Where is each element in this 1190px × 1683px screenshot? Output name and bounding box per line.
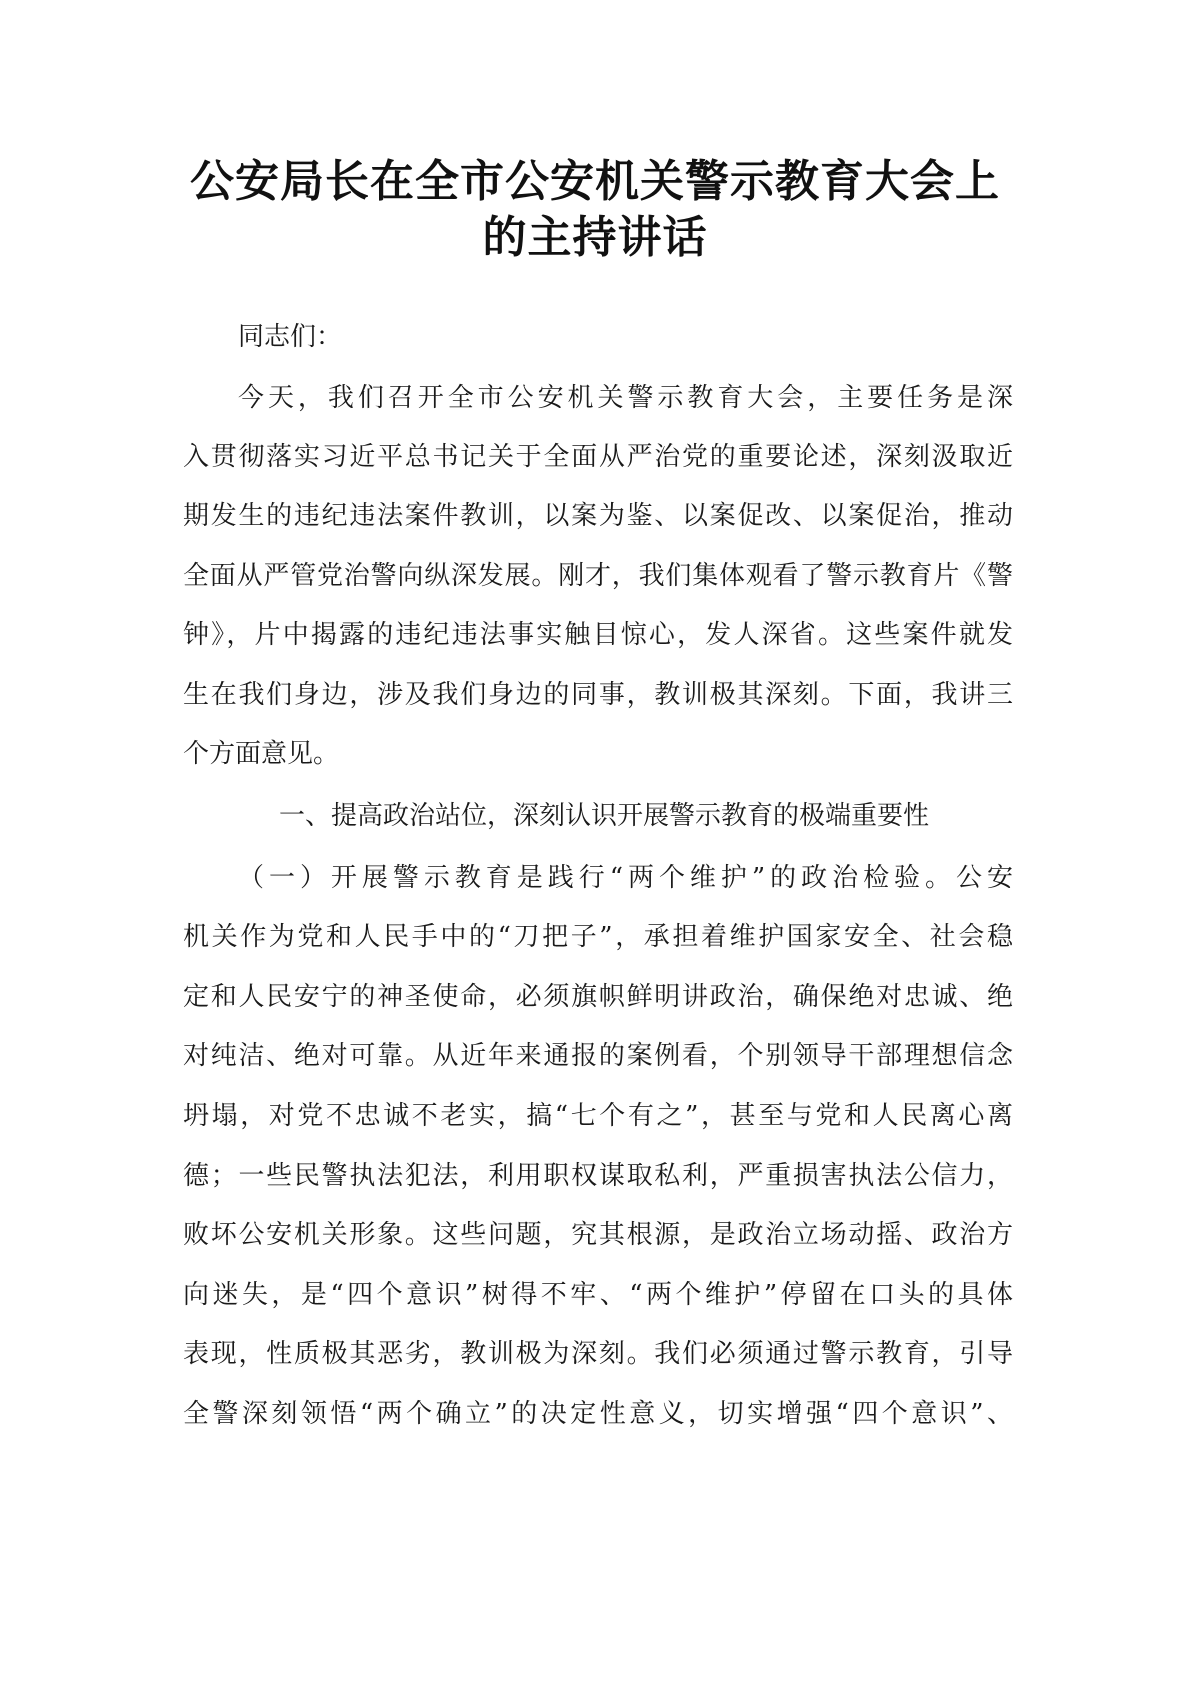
paragraph-1-line-4: 全面从严管党治警向纵深发展。刚才，我们集体观看了警示教育片《警 bbox=[183, 561, 1013, 591]
paragraph-2-line-7: 败坏公安机关形象。这些问题，究其根源，是政治立场动摇、政治方 bbox=[183, 1220, 1013, 1250]
greeting: 同志们： bbox=[238, 322, 343, 352]
paragraph-1-line-5: 钟》，片中揭露的违纪违法事实触目惊心，发人深省。这些案件就发 bbox=[183, 620, 1013, 650]
paragraph-2-line-8: 向迷失，是“四个意识”树得不牢、“两个维护”停留在口头的具体 bbox=[183, 1280, 1013, 1310]
paragraph-2-line-3: 定和人民安宁的神圣使命，必须旗帜鲜明讲政治，确保绝对忠诚、绝 bbox=[183, 982, 1013, 1012]
document-title-line-1: 公安局长在全市公安机关警示教育大会上 bbox=[190, 156, 1000, 207]
paragraph-1-line-6: 生在我们身边，涉及我们身边的同事，教训极其深刻。下面，我讲三 bbox=[183, 680, 1013, 710]
paragraph-2-line-10: 全警深刻领悟“两个确立”的决定性意义，切实增强“四个意识”、 bbox=[183, 1399, 1013, 1429]
paragraph-2-line-2: 机关作为党和人民手中的“刀把子”，承担着维护国家安全、社会稳 bbox=[183, 922, 1013, 952]
paragraph-2-line-9: 表现，性质极其恶劣，教训极为深刻。我们必须通过警示教育，引导 bbox=[183, 1339, 1013, 1369]
document-title-line-2: 的主持讲话 bbox=[482, 212, 708, 263]
paragraph-1-line-1: 今天，我们召开全市公安机关警示教育大会，主要任务是深 bbox=[238, 383, 1013, 413]
paragraph-2-line-5: 坍塌，对党不忠诚不老实，搞“七个有之”，甚至与党和人民离心离 bbox=[183, 1101, 1013, 1131]
paragraph-2-line-1: （一）开展警示教育是践行“两个维护”的政治检验。公安 bbox=[238, 863, 1013, 893]
paragraph-1-line-2: 入贯彻落实习近平总书记关于全面从严治党的重要论述，深刻汲取近 bbox=[183, 442, 1013, 472]
paragraph-2-line-6: 德；一些民警执法犯法，利用职权谋取私利，严重损害执法公信力， bbox=[183, 1161, 1013, 1191]
section-1-heading: 一、提高政治站位，深刻认识开展警示教育的极端重要性 bbox=[279, 801, 930, 831]
paragraph-2-line-4: 对纯洁、绝对可靠。从近年来通报的案例看，个别领导干部理想信念 bbox=[183, 1041, 1013, 1071]
paragraph-1-line-7: 个方面意见。 bbox=[183, 739, 340, 769]
paragraph-1-line-3: 期发生的违纪违法案件教训，以案为鉴、以案促改、以案促治，推动 bbox=[183, 501, 1013, 531]
